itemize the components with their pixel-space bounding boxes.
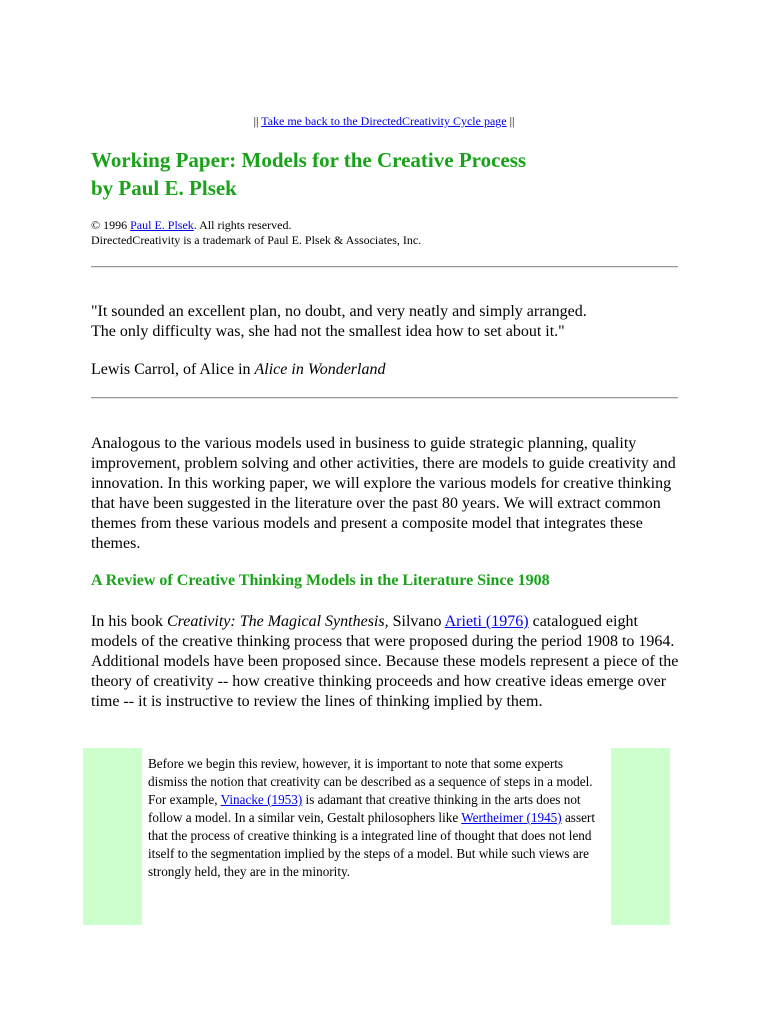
copyright-block (91, 218, 421, 248)
nav-separator-left: || (253, 114, 259, 128)
quote-attribution (91, 360, 385, 380)
divider-top (91, 266, 678, 268)
section-heading: A Review of Creative Thinking Models in the Literature Since 1908 (91, 572, 550, 589)
quote-line-2: The only difficulty was, she had not the smallest idea how to set about it." (91, 323, 565, 340)
copyright-suffix: . All rights reserved. (193, 218, 292, 232)
arieti-citation-link[interactable]: Arieti (1976) (444, 613, 529, 630)
title-line-1: Working Paper: Models for the Creative Process (91, 148, 527, 172)
epigraph-quote (91, 302, 587, 342)
book-title: Creativity: The Magical Synthesis, (167, 613, 389, 630)
review-paragraph (91, 612, 681, 712)
divider-bottom (91, 397, 678, 399)
top-navigation (0, 114, 768, 129)
note-margin-left (83, 748, 142, 925)
note-text-3: assert that the process of creative thinking is a integrated line of thought that does not lend itself to the segmentation implied by the steps of a model. But while such views are strongly held, they are in the minority. (148, 810, 595, 879)
note-text-2: is adamant that creative thinking in the arts does not follow a model. In a similar vein, Gestalt philosophers like (148, 792, 581, 825)
wertheimer-citation-link[interactable]: Wertheimer (1945) (461, 810, 562, 825)
note-margin-right (611, 748, 670, 925)
review-text-3: catalogued eight models of the creative thinking process that were proposed during the period 1908 to 1964. Additional models have been proposed since. Because these models represent a piece of the theory of creativity -- how creative thinking proceeds and how creative ideas emerge over time -- it is instructive to review the lines of thinking implied by them. (91, 613, 679, 710)
page-title (91, 146, 526, 202)
copyright-prefix: © 1996 (91, 218, 131, 232)
review-text-1: In his book (91, 613, 167, 630)
review-text-2: Silvano (388, 613, 445, 630)
note-text-1: Before we begin this review, however, it is important to note that some experts dismiss the notion that creativity can be described as a sequence of steps in a model. For example, (148, 756, 593, 807)
attribution-prefix: Lewis Carrol, of Alice in (91, 361, 255, 378)
author-link[interactable]: Paul E. Plsek (130, 218, 194, 232)
trademark-notice: DirectedCreativity is a trademark of Paul E. Plsek & Associates, Inc. (91, 233, 422, 247)
title-byline: by Paul E. Plsek (91, 176, 237, 200)
review-caveat-note (148, 755, 603, 881)
quote-line-1: "It sounded an excellent plan, no doubt, and very neatly and simply arranged. (91, 303, 587, 320)
vinacke-citation-link[interactable]: Vinacke (1953) (220, 792, 303, 807)
attribution-work-title: Alice in Wonderland (254, 361, 386, 378)
back-to-cycle-page-link[interactable]: Take me back to the DirectedCreativity Cycle page (261, 114, 507, 128)
nav-separator-right: || (509, 114, 515, 128)
intro-paragraph: Analogous to the various models used in business to guide strategic planning, quality improvement, problem solving and other activities, there are models to guide creativity and innovation. In this working paper, we will explore the various models for creative thinking that have been suggested in the literature over the past 80 years. We will extract common themes from these various models and present a composite model that integrates these themes. (91, 435, 676, 552)
